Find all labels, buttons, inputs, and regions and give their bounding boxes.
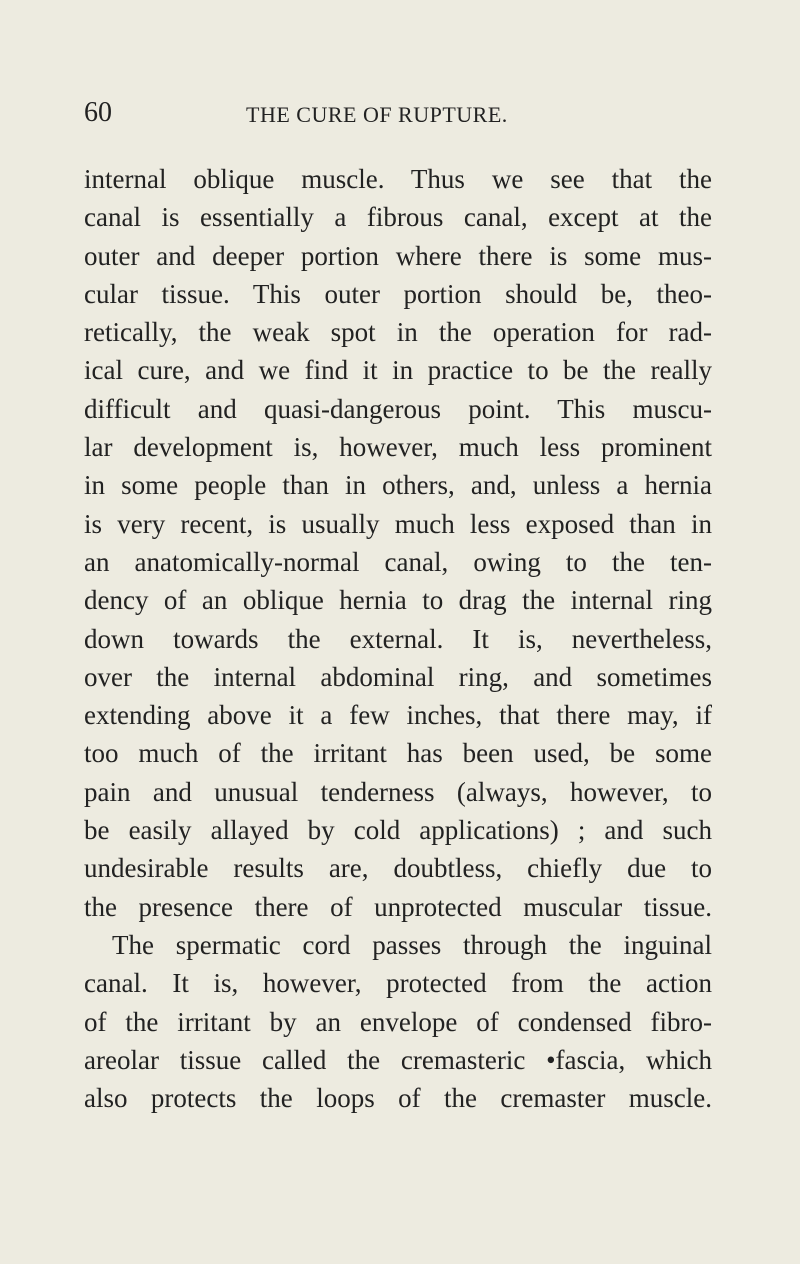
text-line: of the irritant by an envelope of condensed fibro-	[84, 1006, 712, 1037]
text-line: too much of the irritant has been used, be some	[84, 738, 712, 769]
text-line: also protects the loops of the cremaster muscle.	[84, 1083, 712, 1114]
text-line: undesirable results are, doubtless, chiefly due to	[84, 853, 712, 884]
text-line: extending above it a few inches, that there may, if	[84, 700, 712, 731]
text-line: lar development is, however, much less prominent	[84, 432, 712, 463]
text-line: canal. It is, however, protected from the action	[84, 968, 712, 999]
text-line: areolar tissue called the cremasteric •fascia, which	[84, 1044, 712, 1075]
text-line: cular tissue. This outer portion should be, theo-	[84, 278, 712, 309]
text-line: is very recent, is usually much less exposed than in	[84, 508, 712, 539]
text-line: pain and unusual tenderness (always, however, to	[84, 776, 712, 807]
text-line: an anatomically-normal canal, owing to the ten-	[84, 546, 712, 577]
page-number: 60	[84, 97, 112, 128]
text-line: over the internal abdominal ring, and sometimes	[84, 661, 712, 692]
text-line: be easily allayed by cold applications) ; and such	[84, 815, 712, 846]
text-line: difficult and quasi-dangerous point. This muscu-	[84, 393, 712, 424]
text-line: down towards the external. It is, nevertheless,	[84, 623, 712, 654]
running-head: THE CURE OF RUPTURE.	[246, 102, 508, 127]
text-line: dency of an oblique hernia to drag the internal ring	[84, 585, 712, 616]
text-line: in some people than in others, and, unless a hernia	[84, 470, 712, 501]
text-line: The spermatic cord passes through the inguinal	[112, 929, 712, 960]
text-line: the presence there of unprotected muscular tissue.	[84, 891, 712, 922]
text-line: canal is essentially a fibrous canal, except at the	[84, 202, 712, 233]
text-line: ical cure, and we find it in practice to be the really	[84, 355, 712, 386]
text-line: outer and deeper portion where there is some mus-	[84, 240, 712, 271]
text-line: internal oblique muscle. Thus we see that the	[84, 164, 712, 194]
text-line: retically, the weak spot in the operation for rad-	[84, 317, 712, 348]
body-text	[84, 160, 712, 1117]
page-header	[84, 96, 714, 132]
